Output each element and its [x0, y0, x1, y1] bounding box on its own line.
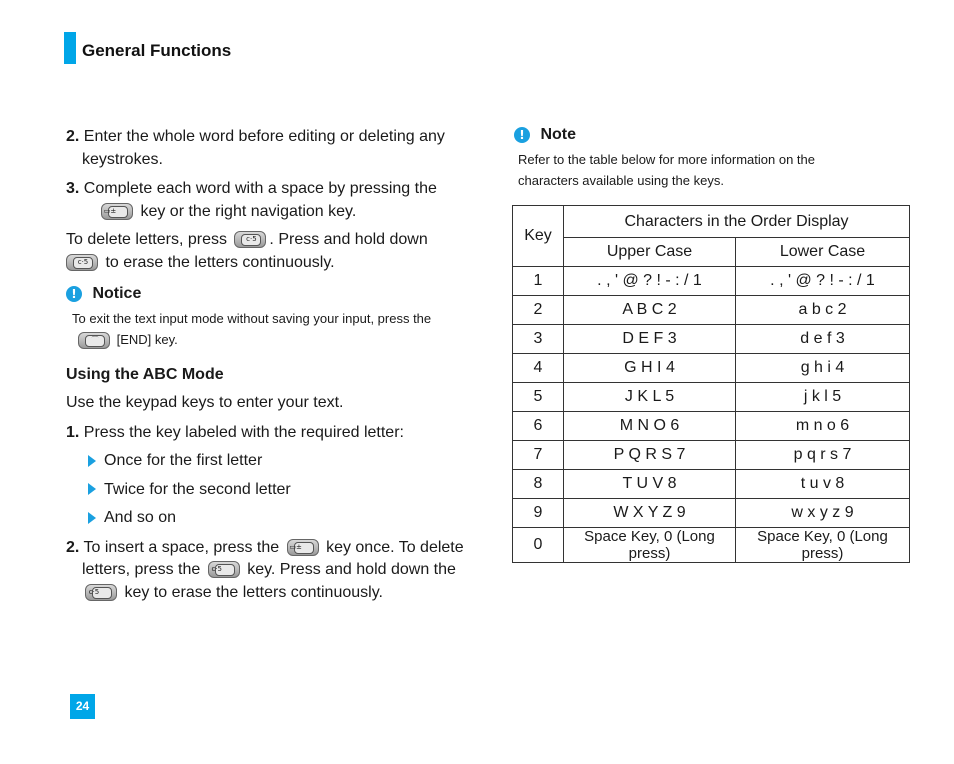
table-row	[513, 267, 910, 296]
space-key-icon: ▭±	[287, 539, 319, 556]
triangle-bullet-icon	[88, 455, 96, 467]
step-number: 1.	[66, 423, 80, 441]
notice-text-part: To exit the text input mode without saving your input, press the	[72, 310, 432, 326]
upper-cell: W X Y Z 9	[564, 499, 736, 528]
list-item	[88, 507, 466, 536]
lower-cell: p q r s 7	[736, 441, 910, 470]
table-row	[513, 470, 910, 499]
step-2-paragraph	[66, 126, 466, 171]
step-text: Press the key labeled with the required letter:	[83, 423, 404, 441]
upper-case-header: Upper Case	[564, 238, 736, 267]
step-text: key. Press and hold down the	[247, 561, 456, 578]
upper-cell: . , ' @ ? ! - : / 1	[564, 267, 736, 296]
page-number: 24	[70, 694, 95, 719]
table-row	[513, 412, 910, 441]
lower-cell: t u v 8	[736, 470, 910, 499]
table-row	[513, 354, 910, 383]
header-accent-bar	[64, 32, 76, 64]
notice-title: Notice	[92, 285, 142, 302]
bullet-list	[88, 450, 466, 536]
lower-case-header: Lower Case	[736, 238, 910, 267]
lower-cell: m n o 6	[736, 412, 910, 441]
upper-cell: J K L 5	[564, 383, 736, 412]
key-cell: 5	[513, 383, 564, 412]
key-cell: 7	[513, 441, 564, 470]
step-text: To insert a space, press the	[83, 538, 280, 556]
lower-cell: Space Key, 0 (Long press)	[736, 528, 910, 563]
group-header: Characters in the Order Display	[564, 206, 910, 238]
section-title: General Functions	[82, 41, 232, 60]
note-title: Note	[540, 126, 577, 143]
upper-cell: T U V 8	[564, 470, 736, 499]
key-cell: 4	[513, 354, 564, 383]
abc-step-2	[66, 537, 466, 605]
bullet-text: Twice for the second letter	[104, 480, 291, 498]
upper-cell: G H I 4	[564, 354, 736, 383]
table-row	[513, 528, 910, 563]
lower-cell: . , ' @ ? ! - : / 1	[736, 267, 910, 296]
list-item	[88, 450, 466, 479]
upper-cell: A B C 2	[564, 296, 736, 325]
upper-cell: D E F 3	[564, 325, 736, 354]
step-text: Complete each word with a space by pressing the	[83, 180, 437, 197]
triangle-bullet-icon	[88, 512, 96, 524]
lower-cell: d e f 3	[736, 325, 910, 354]
space-key-icon: ▭±	[101, 203, 133, 220]
key-header: Key	[513, 206, 564, 267]
step-number: 2.	[66, 538, 80, 556]
notice-text-part: [END] key.	[116, 331, 178, 347]
clear-key-icon: c·5	[234, 231, 266, 248]
character-table	[512, 205, 910, 563]
key-cell: 9	[513, 499, 564, 528]
key-cell: 0	[513, 528, 564, 563]
delete-text: . Press and hold down	[269, 231, 428, 248]
list-item	[88, 479, 466, 508]
upper-cell: M N O 6	[564, 412, 736, 441]
lower-cell: g h i 4	[736, 354, 910, 383]
table-row	[513, 296, 910, 325]
table-row	[513, 383, 910, 412]
upper-cell: P Q R S 7	[564, 441, 736, 470]
table-header-row	[513, 206, 910, 238]
end-key-icon: ⌒	[78, 332, 110, 349]
clear-key-icon: c·5	[208, 561, 240, 578]
lower-cell: w x y z 9	[736, 499, 910, 528]
clear-key-icon: c·5	[66, 254, 98, 271]
key-cell: 3	[513, 325, 564, 354]
key-cell: 2	[513, 296, 564, 325]
step-3-paragraph	[66, 178, 466, 223]
delete-paragraph	[66, 229, 466, 274]
abc-mode-heading: Using the ABC Mode	[66, 365, 224, 383]
table-row	[513, 499, 910, 528]
abc-intro: Use the keypad keys to enter your text.	[66, 394, 344, 411]
table-row	[513, 325, 910, 354]
notice-box	[66, 283, 466, 350]
step-text: key to erase the letters continuously.	[124, 583, 383, 601]
delete-text: to erase the letters continuously.	[105, 253, 335, 271]
exclamation-icon: !	[514, 127, 530, 143]
key-cell: 1	[513, 267, 564, 296]
lower-cell: a b c 2	[736, 296, 910, 325]
step-text: Enter the whole word before editing or deleting any keystrokes.	[82, 128, 445, 168]
step-text: key once. To delete letters, press the	[82, 538, 464, 578]
table-subheader-row	[513, 238, 910, 267]
step-number: 3.	[66, 180, 80, 197]
bullet-text: Once for the first letter	[104, 452, 263, 469]
table-row	[513, 441, 910, 470]
left-column	[66, 126, 466, 604]
step-number: 2.	[66, 128, 80, 145]
exclamation-icon: !	[66, 286, 82, 302]
key-cell: 6	[513, 412, 564, 441]
upper-cell: Space Key, 0 (Long press)	[564, 528, 736, 563]
triangle-bullet-icon	[88, 483, 96, 495]
abc-step-1	[66, 422, 466, 445]
lower-cell: j k l 5	[736, 383, 910, 412]
step-text: key or the right navigation key.	[140, 202, 357, 220]
key-cell: 8	[513, 470, 564, 499]
notice-text	[72, 308, 466, 350]
delete-text: To delete letters, press	[66, 231, 227, 248]
bullet-text: And so on	[104, 509, 177, 526]
note-section	[514, 126, 914, 191]
clear-key-icon: c·5	[85, 584, 117, 601]
note-text: Refer to the table below for more information on the characters available using the keys.	[518, 152, 815, 188]
